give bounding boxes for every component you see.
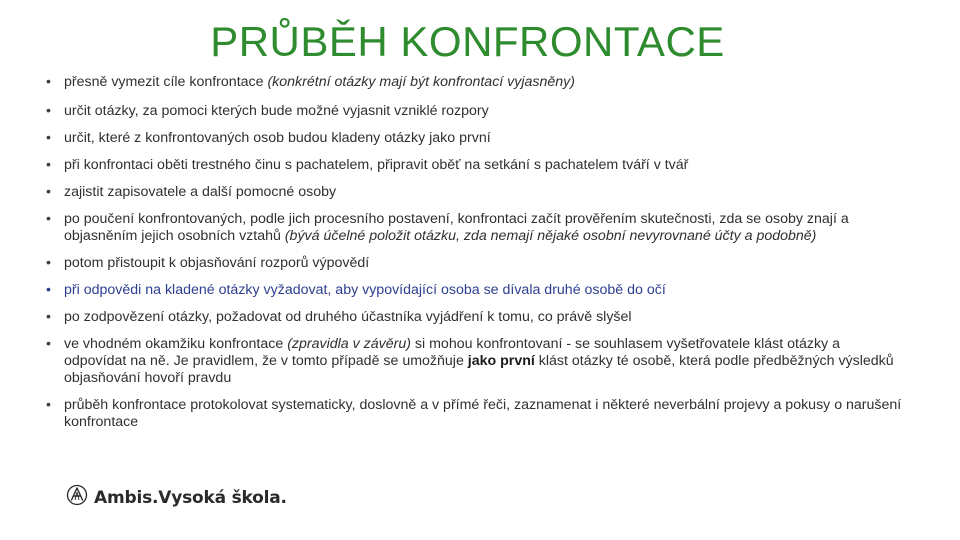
bullet-italic-text: (konkrétní otázky mají být konfrontací vyjasněny): [267, 74, 575, 90]
bullet-text: ve vhodném okamžiku konfrontace: [64, 336, 288, 352]
bullet-italic-text: (bývá účelné položit otázku, zda nemají nějaké osobní nevyrovnané účty a podobně): [284, 228, 817, 244]
bullet-item: [46, 255, 906, 272]
bullet-item: [46, 74, 906, 91]
bullet-text: zajistit zapisovatele a další pomocné osoby: [64, 184, 337, 200]
bullet-text: určit, které z konfrontovaných osob budou kladeny otázky jako první: [64, 130, 491, 146]
bullet-item: [46, 211, 906, 245]
bullet-text: potom přistoupit k objasňování rozporů výpovědí: [64, 255, 370, 271]
bullet-text: určit otázky, za pomoci kterých bude možné vyjasnit vzniklé rozpory: [64, 103, 489, 119]
ambis-logo-text: Ambis.Vysoká škola.: [94, 487, 287, 508]
ambis-logo: [66, 484, 287, 511]
bullet-text: po zodpovězení otázky, požadovat od druhého účastníka vyjádření k tomu, co právě slyšel: [64, 309, 632, 325]
bullet-item: [46, 397, 906, 431]
bullet-text: při odpovědi na kladené otázky vyžadovat, aby vypovídající osoba se dívala druhé osobě do očí: [64, 282, 666, 298]
bullet-item: [46, 184, 906, 201]
bullet-text: přesně vymezit cíle konfrontace: [64, 74, 268, 90]
bullet-text: průběh konfrontace protokolovat systematicky, doslovně a v přímé řeči, zaznamenat i některé neverbální projevy a pokusy o narušení konfrontace: [64, 397, 902, 430]
bullet-item: [46, 103, 906, 120]
bullet-item: [46, 309, 906, 326]
bullet-item: [46, 130, 906, 147]
bullet-text: při konfrontaci oběti trestného činu s pachatelem, připravit oběť na setkání s pachatelem tváří v tvář: [64, 157, 689, 173]
bullet-bold-text: jako první: [467, 353, 535, 369]
bullet-list: [46, 74, 906, 441]
bullet-item: [46, 282, 906, 299]
bullet-text: po poučení konfrontovaných, podle jich procesního postavení, konfrontaci začít prověřením skutečnosti, zda se osoby znají a objasněním jejich osobních vztahů: [64, 211, 849, 244]
slide-title: PRŮBĚH KONFRONTACE: [210, 18, 725, 65]
bullet-item: [46, 336, 906, 387]
bullet-text: si mohou konfrontovaní - se souhlasem vyšetřovatele klást otázky a odpovídat na ně. Je pravidlem, že v tomto případě se umožňuje: [64, 336, 840, 369]
bullet-text: klást otázky té osobě, která podle předběžných výsledků objasňování hovoří pravdu: [64, 353, 894, 386]
bullet-item: [46, 157, 906, 174]
ambis-logo-icon: [66, 484, 88, 511]
bullet-italic-text: (zpravidla v závěru): [287, 336, 411, 352]
